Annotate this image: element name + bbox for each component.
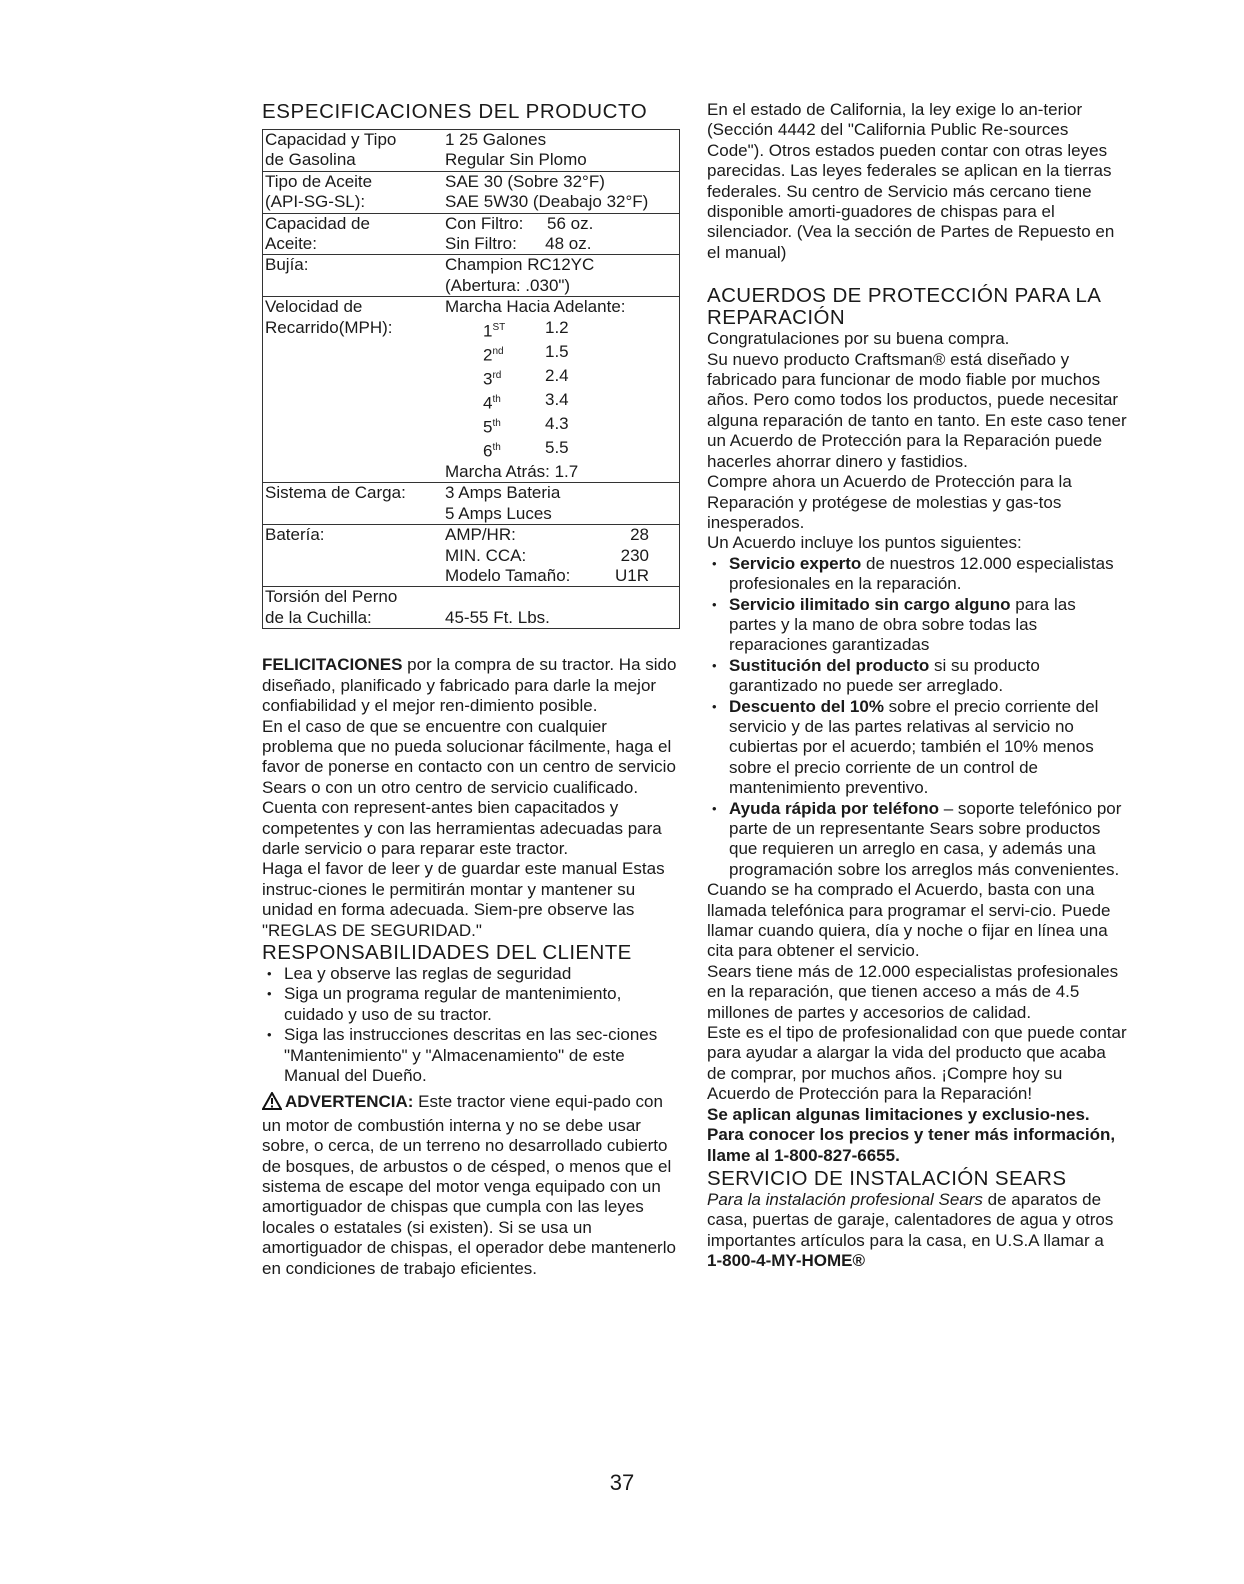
table-row	[263, 525, 680, 587]
page-number: 37	[609, 1470, 635, 1495]
installation-phone-line	[707, 1251, 1127, 1271]
benefits-list	[707, 554, 1127, 881]
spec-label: Capacidad de	[265, 213, 370, 233]
after-paragraph: Sears tiene más de 12.000 especialistas profesionales en la reparación, que tienen acceso a más de 4.5 millones de partes y accesorios de calidad.	[707, 961, 1119, 1022]
agreement-paragraph: Congratulaciones por su buena compra.	[707, 329, 1010, 349]
gear-suffix: th	[492, 417, 501, 429]
list-item: • Siga un programa regular de mantenimiento, cuidado y uso de su tractor.	[262, 984, 680, 1025]
gear-row	[445, 366, 679, 390]
gear-row	[445, 318, 679, 342]
table-row	[263, 213, 680, 255]
gear-number: 6	[483, 441, 493, 461]
gear-speed: 3.4	[545, 389, 569, 409]
battery-row	[445, 546, 679, 566]
benefit-text: para las partes y la mano de obra sobre todas las reparaciones garantizadas	[729, 594, 1076, 655]
right-column	[707, 100, 1127, 1272]
spec-value: Sin Filtro: 48 oz.	[445, 234, 592, 254]
list-item	[707, 554, 1127, 595]
agreement-paragraph: Su nuevo producto Craftsman® está diseñado y fabricado para funcionar de modo fiable por muchos años. Pero como todos los productos, puede necesitar alguna reparación de tanto en tanto. En este caso tener un Acuerdo de Protección para la Reparación puede hacerles ahorrar dinero y fastidios.	[707, 349, 1127, 471]
installation-text: de aparatos de casa, puertas de garaje, calentadores de agua y otros importantes artículos para la casa, en U.S.A llamar a	[707, 1189, 1114, 1250]
warning-icon	[262, 1092, 282, 1115]
spec-value: 3 Amps Bateria	[445, 483, 561, 503]
service-paragraph: En el caso de que se encuentre con cualquier problema que no pueda solucionar fácilmente, haga el favor de ponerse en contacto con un centro de servicio Sears o con un otro centro de servicio cualificado. Cuenta con represent-antes bien capacitados y competentes y con las herramientas adecuadas para darle servicio o para reparar este tractor.	[262, 716, 676, 858]
benefit-title: Descuento del 10%	[729, 696, 884, 716]
benefit-title: Sustitución del producto	[729, 655, 930, 675]
benefit-text: si su producto garantizado no puede ser arreglado.	[729, 655, 1040, 696]
list-item	[707, 799, 1127, 881]
installation-phone: 1-800-4-MY-HOME®	[707, 1251, 866, 1271]
list-item	[707, 697, 1127, 799]
gear-suffix: ST	[492, 321, 506, 333]
benefit-text: – soporte telefónico por parte de un representante Sears sobre productos que requieren un arreglo en casa, y además una programación sobre los arreglos más convenientes.	[729, 798, 1122, 879]
gear-speed: 1.2	[545, 317, 569, 337]
agreement-title: ACUERDOS DE PROTECCIÓN PARA LA REPARACIÓN	[707, 284, 1101, 330]
table-row	[263, 483, 680, 525]
spec-label: de Gasolina	[265, 150, 356, 170]
spec-label: Velocidad de	[265, 297, 363, 317]
spec-value: Regular Sin Plomo	[445, 150, 587, 170]
limitations-text: Se aplican algunas limitaciones y exclusio-nes. Para conocer los precios y tener más información, llame al 1-800-827-6655.	[707, 1104, 1116, 1165]
battery-key: Modelo Tamaño:	[445, 566, 571, 586]
table-row	[263, 255, 680, 297]
spec-label: Bujía:	[265, 255, 309, 275]
list-item	[707, 595, 1127, 656]
spec-label: (API-SG-SL):	[265, 192, 366, 212]
battery-value: 230	[620, 545, 649, 565]
gear-suffix: th	[492, 441, 501, 453]
gear-number: 3	[483, 369, 493, 389]
list-item: • Siga las instrucciones descritas en las sec-ciones "Mantenimiento" y "Almacenamiento" de este Manual del Dueño.	[262, 1025, 680, 1086]
left-column	[262, 100, 680, 1279]
spec-value: 5 Amps Luces	[445, 503, 552, 523]
spec-value: Marcha Atrás: 1.7	[445, 462, 579, 482]
benefit-title: Servicio experto	[729, 553, 862, 573]
table-row	[263, 297, 680, 483]
spec-label: Tipo de Aceite	[265, 171, 373, 191]
table-row	[263, 587, 680, 629]
specs-table	[262, 129, 680, 629]
spec-label: Aceite:	[265, 234, 317, 254]
agreement-paragraph: Compre ahora un Acuerdo de Protección para la Reparación y protégese de molestias y gas-tos inesperados.	[707, 472, 1072, 532]
list-item	[707, 656, 1127, 697]
limitations-paragraph	[707, 1105, 1127, 1166]
benefit-title: Ayuda rápida por teléfono	[729, 798, 940, 818]
spec-value: Marcha Hacia Adelante:	[445, 297, 626, 317]
spec-value: (Abertura: .030")	[445, 275, 571, 295]
gear-speed: 4.3	[545, 413, 569, 433]
table-row	[263, 171, 680, 213]
warning-paragraph	[262, 1092, 680, 1279]
agreement-paragraph: Un Acuerdo incluye los puntos siguientes:	[707, 533, 1022, 553]
spec-label: Recarrido(MPH):	[265, 317, 393, 337]
congrats-paragraph	[262, 655, 680, 716]
california-paragraph: En el estado de California, la ley exige lo an-terior (Sección 4442 del "California Public Re-sources Code"). Otros estados pueden contar con otras leyes parecidas. Las leyes federales se aplican en la tierras federales. Su centro de Servicio más cercano tiene disponible amorti-guadores de chispas para el silenciador. (Vea la sección de Partes de Repuesto en el manual)	[707, 100, 1115, 262]
spec-label: de la Cuchilla:	[265, 607, 372, 627]
congrats-lead: FELICITACIONES	[262, 655, 403, 675]
gear-row	[445, 438, 679, 462]
installation-italic: Para la instalación profesional Sears	[707, 1189, 983, 1209]
spec-label: Batería:	[265, 525, 325, 545]
gear-speed: 1.5	[545, 341, 569, 361]
manual-paragraph: Haga el favor de leer y de guardar este manual Estas instruc-ciones le permitirán montar y mantener su unidad en forma adecuada. Siem-pre observe las "REGLAS DE SEGURIDAD."	[262, 859, 665, 940]
battery-row	[445, 525, 679, 545]
list-item: • Lea y observe las reglas de seguridad	[262, 964, 680, 984]
spec-label: Sistema de Carga:	[265, 483, 406, 503]
spec-value: 1 25 Galones	[445, 130, 547, 149]
warning-text: Este tractor viene equi-pado con un motor de combustión interna y no se debe usar sobre, o cerca, de un terreno no desarrollado cubierto de bosques, de arbustos o de césped, o menos que el sistema de escape del motor venga equipado con un amortiguador de chispas que cumpla con las leyes locales o estatales (si existen). Si se usa un amortiguador de chispas, el operador debe mantenerlo en condiciones de trabajo eficientes.	[262, 1092, 676, 1278]
gear-suffix: rd	[492, 369, 502, 381]
battery-value: 28	[630, 525, 649, 545]
gear-suffix: nd	[492, 345, 504, 357]
spec-value: SAE 5W30 (Deabajo 32°F)	[445, 192, 649, 212]
spec-label: Torsión del Perno	[265, 587, 398, 607]
spec-value: Champion RC12YC	[445, 255, 595, 275]
after-paragraph: Este es el tipo de profesionalidad con que puede contar para ayudar a alargar la vida del producto que acaba de comprar, por muchos años. ¡Compre hoy su Acuerdo de Protección para la Reparación!	[707, 1023, 1127, 1104]
gear-row	[445, 414, 679, 438]
spec-value: 45-55 Ft. Lbs.	[445, 607, 550, 627]
battery-value: U1R	[614, 566, 649, 586]
benefit-title: Servicio ilimitado sin cargo alguno	[729, 594, 1011, 614]
congrats-text: por la compra de su tractor. Ha sido diseñado, planificado y fabricado para darle la mejor confiabilidad y el mejor ren-dimiento posible.	[262, 655, 677, 716]
responsibilities-list	[262, 964, 680, 1086]
gear-number: 1	[483, 321, 493, 341]
battery-key: AMP/HR:	[445, 525, 516, 545]
warning-lead: ADVERTENCIA:	[285, 1092, 414, 1112]
installation-title: SERVICIO DE INSTALACIÓN SEARS	[707, 1166, 1067, 1190]
gear-suffix: th	[492, 393, 501, 405]
gear-row	[445, 390, 679, 414]
installation-paragraph	[707, 1190, 1127, 1251]
battery-list	[445, 525, 679, 586]
spec-label: Capacidad y Tipo	[265, 130, 397, 149]
spec-value: Con Filtro: 56 oz.	[445, 213, 594, 233]
gear-row	[445, 342, 679, 366]
gear-number: 2	[483, 345, 493, 365]
specs-title: ESPECIFICACIONES DEL PRODUCTO	[262, 100, 648, 123]
benefit-text: de nuestros 12.000 especialistas profesionales en la reparación.	[729, 553, 1114, 594]
gear-number: 5	[483, 417, 493, 437]
responsibilities-title: RESPONSABILIDADES DEL CLIENTE	[262, 940, 632, 964]
after-paragraph: Cuando se ha comprado el Acuerdo, basta con una llamada telefónica para programar el servi-cio. Puede llamar cuando quiera, día y noche o fijar en línea una cita para obtener el servicio.	[707, 880, 1111, 961]
spec-value: SAE 30 (Sobre 32°F)	[445, 171, 605, 191]
table-row	[263, 130, 680, 172]
gear-list	[445, 318, 679, 462]
gear-speed: 2.4	[545, 365, 569, 385]
gear-number: 4	[483, 393, 493, 413]
battery-key: MIN. CCA:	[445, 545, 527, 565]
benefit-text: sobre el precio corriente del servicio y de las partes relativas al servicio no cubiertas por el acuerdo; también el 10% menos sobre el precio corriente de un control de mantenimiento preventivo.	[729, 696, 1099, 798]
battery-row	[445, 566, 679, 586]
gear-speed: 5.5	[545, 437, 569, 457]
